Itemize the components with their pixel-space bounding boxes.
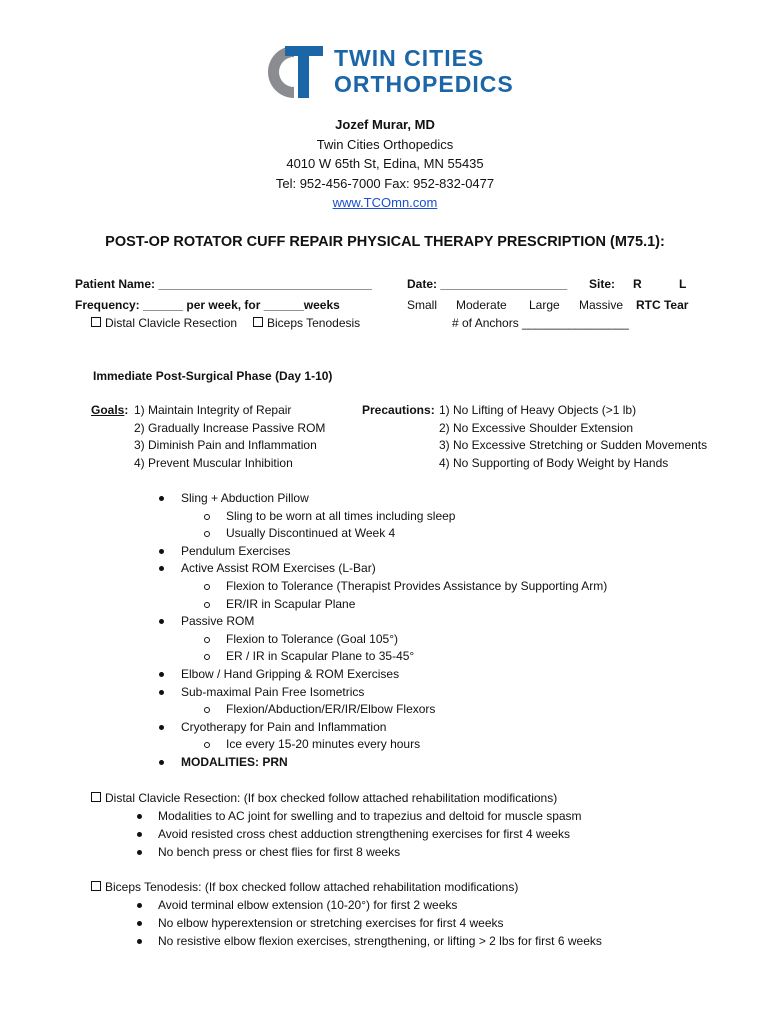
logo-line-2: ORTHOPEDICS	[334, 71, 514, 97]
site-label: Site:	[589, 277, 616, 291]
sub-bullet-icon	[204, 531, 210, 537]
bullet-icon	[137, 814, 142, 819]
sub-bullet-icon	[204, 742, 210, 748]
logo-line-1: TWIN CITIES	[334, 45, 485, 71]
sub-bullet-icon	[204, 514, 210, 520]
list-item: Active Assist ROM Exercises (L-Bar)	[181, 561, 376, 576]
goal-item: 4) Prevent Muscular Inhibition	[134, 455, 293, 470]
list-item: MODALITIES: PRN	[181, 755, 288, 769]
sub-list-item: Flexion/Abduction/ER/IR/Elbow Flexors	[226, 702, 436, 717]
sub-list-item: Ice every 15-20 minutes every hours	[226, 737, 421, 752]
precaution-item: 3) No Excessive Stretching or Sudden Movements	[439, 438, 708, 452]
bullet-icon	[137, 850, 142, 855]
clinic-phone: Tel: 952-456-7000 Fax: 952-832-0477	[275, 175, 495, 191]
sub-bullet-icon	[204, 584, 210, 590]
sub-bullet-icon	[204, 654, 210, 660]
site-right-option[interactable]: R	[633, 277, 642, 291]
biceps-item: No resistive elbow flexion exercises, strengthening, or lifting > 2 lbs for first 6 weeks	[158, 934, 602, 948]
clinic-address: 4010 W 65th St, Edina, MN 55435	[286, 156, 484, 171]
bullet-icon	[159, 760, 164, 765]
page-title: POST-OP ROTATOR CUFF REPAIR PHYSICAL THERAPY PRESCRIPTION (M75.1):	[105, 234, 665, 250]
sub-list-item: Flexion to Tolerance (Goal 105°)	[226, 631, 399, 646]
bullet-icon	[159, 725, 164, 730]
clinic-name: Twin Cities Orthopedics	[316, 136, 454, 152]
goals-label: Goals:	[91, 403, 129, 417]
sub-bullet-icon	[204, 602, 210, 608]
precaution-item: 2) No Excessive Shoulder Extension	[439, 420, 634, 435]
biceps-item: Avoid terminal elbow extension (10-20°) for first 2 weeks	[158, 898, 458, 912]
checkbox-icon[interactable]	[91, 881, 101, 891]
bullet-icon	[137, 939, 142, 944]
sub-list-item: ER/IR in Scapular Plane	[226, 596, 356, 611]
goal-item: 3) Diminish Pain and Inflammation	[134, 438, 317, 452]
sub-list-item: Flexion to Tolerance (Therapist Provides Assistance by Supporting Arm)	[226, 579, 608, 593]
bullet-icon	[159, 690, 164, 695]
tear-small-option[interactable]: Small	[407, 298, 438, 312]
list-item: Sling + Abduction Pillow	[181, 491, 309, 505]
tear-moderate-option[interactable]: Moderate	[456, 298, 507, 312]
precautions-label: Precautions:	[362, 403, 435, 417]
website-link[interactable]: www.TCOmn.com	[332, 195, 438, 210]
patient-name-field[interactable]: Patient Name: ________________________________	[75, 277, 372, 291]
distal-item: No bench press or chest flies for first 8 weeks	[158, 845, 401, 859]
logo-wordmark	[334, 45, 514, 97]
sub-list-item: ER / IR in Scapular Plane to 35-45°	[226, 649, 415, 664]
sub-bullet-icon	[204, 637, 210, 643]
logo-mark-icon	[258, 44, 328, 100]
bullet-icon	[137, 921, 142, 926]
sub-bullet-icon	[204, 707, 210, 713]
bullet-icon	[159, 566, 164, 571]
bullet-icon	[137, 903, 142, 908]
goal-item: 1) Maintain Integrity of Repair	[134, 403, 292, 417]
sub-list-item: Usually Discontinued at Week 4	[226, 526, 396, 541]
frequency-field[interactable]: Frequency: ______ per week, for ______weeks	[75, 298, 340, 312]
biceps-tenodesis-checkbox[interactable]	[253, 315, 360, 333]
bullet-icon	[159, 672, 164, 677]
bullet-icon	[137, 832, 142, 837]
letterhead	[0, 115, 770, 213]
checkbox-icon	[91, 317, 101, 327]
bullet-icon	[159, 619, 164, 624]
distal-item: Avoid resisted cross chest adduction strengthening exercises for first 4 weeks	[158, 827, 570, 841]
list-item: Sub-maximal Pain Free Isometrics	[181, 684, 365, 699]
tear-massive-option[interactable]: Massive	[579, 298, 624, 312]
bullet-icon	[159, 496, 164, 501]
list-item: Passive ROM	[181, 614, 255, 629]
doctor-name: Jozef Murar, MD	[335, 117, 435, 132]
distal-clavicle-label: Distal Clavicle Resection	[105, 316, 238, 330]
list-item: Cryotherapy for Pain and Inflammation	[181, 719, 387, 734]
biceps-section-heading: Biceps Tenodesis: (If box checked follow attached rehabilitation modifications)	[91, 879, 518, 897]
precaution-item: 4) No Supporting of Body Weight by Hands	[439, 455, 669, 470]
list-item: Elbow / Hand Gripping & ROM Exercises	[181, 667, 400, 681]
checkbox-icon[interactable]	[91, 792, 101, 802]
biceps-tenodesis-label: Biceps Tenodesis	[267, 316, 361, 330]
site-left-option[interactable]: L	[679, 277, 687, 291]
checkbox-icon	[253, 317, 263, 327]
distal-item: Modalities to AC joint for swelling and to trapezius and deltoid for muscle spasm	[158, 809, 582, 823]
distal-clavicle-checkbox[interactable]	[91, 315, 237, 333]
sub-list-item: Sling to be worn at all times including sleep	[226, 508, 456, 523]
anchors-field[interactable]: # of Anchors ________________	[452, 316, 629, 330]
rtc-tear-label: RTC Tear	[636, 298, 689, 312]
biceps-item: No elbow hyperextension or stretching exercises for first 4 weeks	[158, 916, 504, 930]
phase-title: Immediate Post-Surgical Phase (Day 1-10)	[93, 369, 333, 383]
distal-section-heading: Distal Clavicle Resection: (If box checked follow attached rehabilitation modifications)	[91, 790, 557, 808]
tear-large-option[interactable]: Large	[529, 298, 560, 312]
tco-logo	[258, 44, 518, 100]
date-field[interactable]: Date: ___________________	[407, 277, 568, 291]
precaution-item: 1) No Lifting of Heavy Objects (>1 lb)	[439, 403, 637, 417]
bullet-icon	[159, 549, 164, 554]
list-item: Pendulum Exercises	[181, 543, 291, 558]
goal-item: 2) Gradually Increase Passive ROM	[134, 420, 326, 435]
